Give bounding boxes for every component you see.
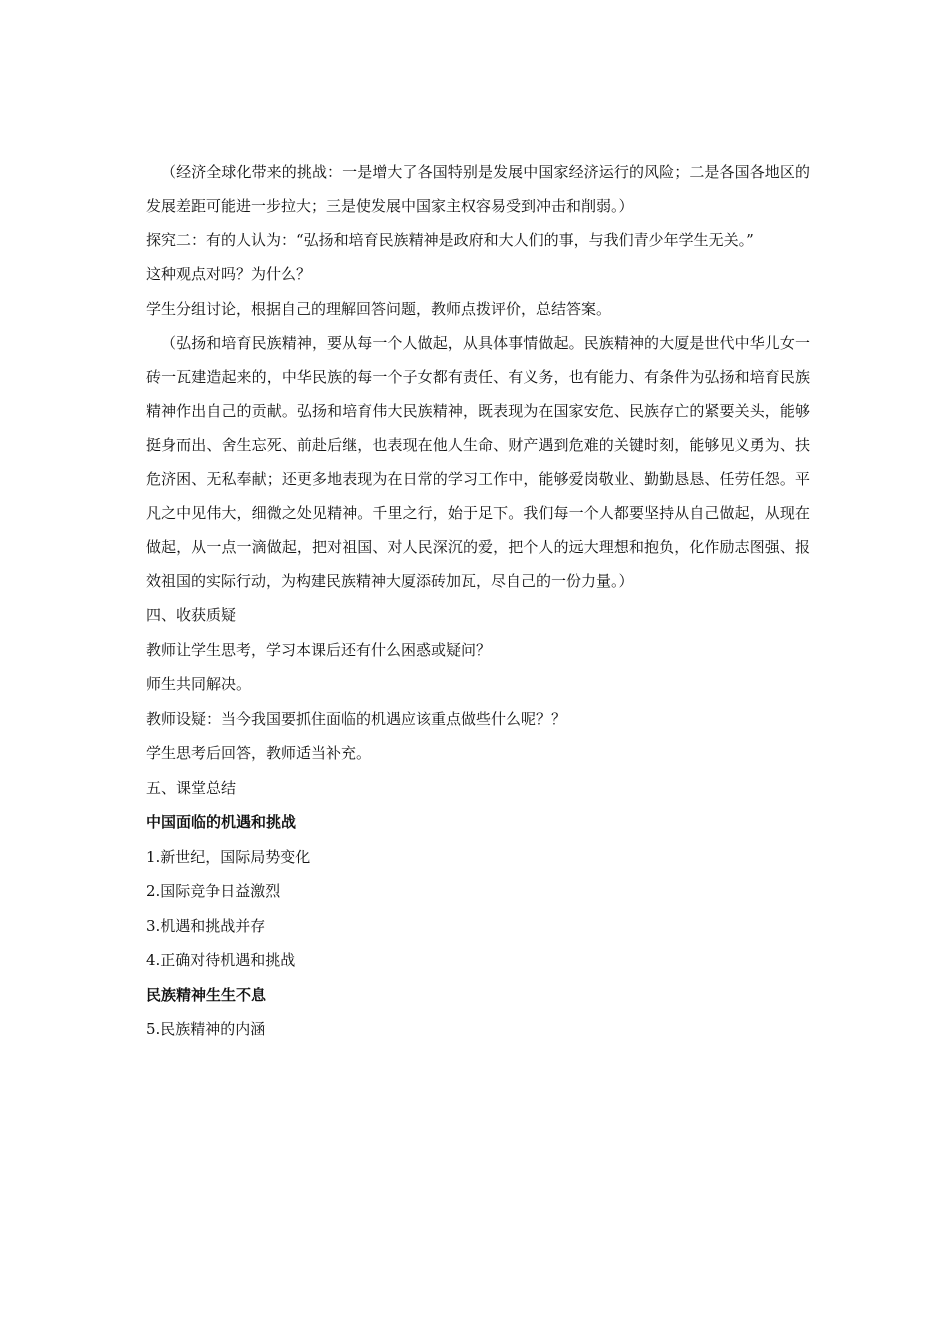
document-page <box>146 155 810 1047</box>
text-student-answers: 学生思考后回答，教师适当补充。 <box>146 744 372 762</box>
paragraph-national-spirit-answer: （弘扬和培育民族精神，要从每一个人做起，从具体事情做起。民族精神的大厦是世代中华儿女一砖一瓦建造起来的，中华民族的每一个子女都有责任、有义务，也有能力、有条件为弘扬和培育民族精神作出自己的贡献。弘扬和培育伟大民族精神，既表现为在国家安危、民族存亡的紧要关头，能够挺身而出、舍生忘死、前赴后继，也表现在他人生命、财产遇到危难的关键时刻，能够见义勇为、扶危济困、无私奉献；还更多地表现为在日常的学习工作中，能够爱岗敬业、勤勤恳恳、任劳任怨。平凡之中见伟大，细微之处见精神。千里之行，始于足下。我们每一个人都要坚持从自己做起，从现在做起，从一点一滴做起，把对祖国、对人民深沉的爱，把个人的远大理想和抱负，化作励志图强、报效祖国的实际行动，为构建民族精神大厦添砖加瓦，尽自己的一份力量。） <box>146 334 810 590</box>
text-teacher-asks: 教师让学生思考，学习本课后还有什么困惑或疑问？ <box>146 640 492 659</box>
list-item: 3.机遇和挑战并存 <box>146 916 266 935</box>
paragraph-question: 这种观点对吗？为什么？ <box>146 265 312 283</box>
list-item: 5.民族精神的内涵 <box>146 1020 266 1038</box>
paragraph-inquiry-two: 探究二：有的人认为：“弘扬和培育民族精神是政府和大人们的事，与我们青少年学生无关。” <box>146 231 754 249</box>
list-item: 4.正确对待机遇和挑战 <box>146 951 296 969</box>
subheading-opportunities-challenges: 中国面临的机遇和挑战 <box>146 813 297 831</box>
text-solve-together: 师生共同解决。 <box>146 675 252 693</box>
section-heading-harvest-questions: 四、收获质疑 <box>146 606 237 624</box>
list-item: 1.新世纪，国际局势变化 <box>146 847 311 866</box>
paragraph-group-discussion: 学生分组讨论，根据自己的理解回答问题，教师点拨评价，总结答案。 <box>146 299 612 318</box>
list-item: 2.国际竞争日益激烈 <box>146 882 281 900</box>
section-heading-class-summary: 五、课堂总结 <box>146 778 237 797</box>
subheading-national-spirit: 民族精神生生不息 <box>146 985 267 1004</box>
paragraph-globalization-challenges: （经济全球化带来的挑战：一是增大了各国特别是发展中国家经济运行的风险；二是各国各地区的发展差距可能进一步拉大；三是使发展中国家主权容易受到冲击和削弱。） <box>146 163 810 215</box>
text-teacher-sets-question: 教师设疑：当今我国要抓住面临的机遇应该重点做些什么呢？？ <box>146 709 567 728</box>
